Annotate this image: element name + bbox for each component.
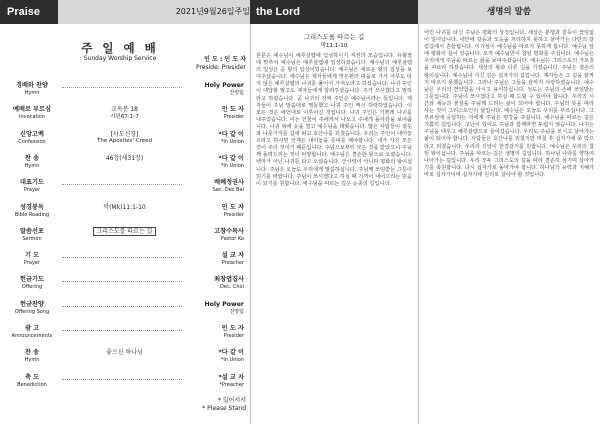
service-item-english: Hymn xyxy=(24,90,40,96)
service-item-detail xyxy=(62,106,187,121)
service-item-leader-english: Preacher xyxy=(221,260,244,267)
service-item-english: Sermon xyxy=(22,235,42,242)
service-item-leader: 배혜정권사 xyxy=(214,179,244,187)
service-item-leader-english: Presider xyxy=(223,333,244,339)
service-item-detail xyxy=(62,349,187,357)
praise-label: Praise xyxy=(0,0,58,24)
service-item-korean: 경배와 찬양 xyxy=(15,82,49,89)
service-item-korean: 신앙고백 xyxy=(20,130,44,138)
service-item-korean: 헌금찬양 xyxy=(20,300,44,308)
service-row xyxy=(0,276,250,296)
sermon-column-1 xyxy=(250,24,418,424)
service-item-detail xyxy=(62,228,187,236)
service-row xyxy=(0,131,250,151)
dotted-leader xyxy=(62,87,182,88)
header-bar xyxy=(0,0,600,24)
service-row xyxy=(0,228,250,248)
service-item-english: Confession xyxy=(18,138,46,145)
service-item-english: Offering xyxy=(21,284,43,291)
dotted-leader xyxy=(62,281,182,282)
service-row xyxy=(0,349,250,369)
service-row xyxy=(0,252,250,272)
service-item-leader: *다 같 이 xyxy=(218,154,244,162)
service-item-leader-english: 찬양팀 xyxy=(229,308,244,315)
service-item-leader: *설 교 자 xyxy=(218,373,244,381)
service-item-leader: 인 도 자 xyxy=(221,106,244,114)
service-item-detail xyxy=(62,204,187,212)
word-of-life-title: 생명의 말씀 xyxy=(486,7,531,17)
service-item-leader: 인 도 자 xyxy=(221,203,244,211)
service-row xyxy=(0,374,250,394)
service-item-detail-text: 막(Mk)11:1-10 xyxy=(103,203,146,211)
service-row xyxy=(0,106,250,126)
service-item-leader: 설 교 자 xyxy=(221,252,244,260)
service-item-english: Bible Reading xyxy=(14,211,50,218)
bulletin-date: 2021년9월26일주일 xyxy=(175,7,250,16)
service-item-english: Announcements xyxy=(11,333,53,339)
service-item-leader-english: *Preacher xyxy=(219,381,244,388)
service-item-korean: 예배로 부르심 xyxy=(12,106,52,114)
service-row xyxy=(0,179,250,199)
leader-korean: 인 도 : 인 도 자 xyxy=(204,56,246,63)
sermon-text-1: 본문은 예수님이 예루살렘에 입성하시기 직전의 모습입니다. 유월절에 맞추어 예수님은 예루살렘에 입성하셨습니다. 예수님의 예루살렘의 입성은 곧 왕의 입성이었습니다. 예수님은 새로운 왕의 입성을 보여주셨습니다. 예수님은 제자들에게 맞은편의 마을로 가서 아무도 타지 않은 예루살렘의 나귀를 풀어서 가져오라고 하셨습니다. 나귀 주인이 대답할 말고도 제자들에게 알려주셨습니다. 주가 쓰시겠다고 말하라고 하셨습니다. 곧 나귀의 진짜 주인은 예수님이라는 뜻입니다. 제자들이 주님 말씀대로 행동했고 나귀 주인 역시 허락하였습니다. 이 모든 것은 예언대로 이루어진 것입니다. 나귀 주인은 기쁘게 나귀를 내주었습니다. 이는 인물이 주에게서 나오고 주에게 돌아감을 보여줍니다. 나귀 위에 옷을 깔고 예수님을 태웠습니다. 많은 사람들이 겉옷과 나뭇가지를 길에 펴고 호산나를 외쳤습니다. 우리는 주인이 내어놓으라고 하시면 언제든 내어놓을 준비를 해야합니다. 내가 가진 모든 것이 주의 것이기 때문입니다. 주님으로부터 모든 것을 받았으니 주님께 돌려드리는 것이 마땅합니다. 예수님은 겸손한 왕으로 오셨습니다. 백마가 아닌 나귀를 타고 오셨습니다. 군사력이 아니라 평화의 왕이십니다. 주님은 오늘도 우리에게 말씀하십니다. 주님께 쓰임받는 그릇이 되기를 바랍니다. 주님이 쓰시겠다고 하실 때 기꺼이 내어드리는 믿음이 되기를 원합니다. 예수님을 따르는 길은 순종의 길입니다. xyxy=(256,53,412,187)
service-item-korean: 대표기도 xyxy=(20,179,44,187)
service-item-korean: 축 도 xyxy=(24,373,40,381)
service-item-leader-english: Presider xyxy=(223,211,244,218)
service-item-leader: 최창엽집사 xyxy=(214,276,244,284)
service-item-english: Benediction xyxy=(17,381,47,388)
service-item-english: Prayer xyxy=(23,260,41,267)
service-leader xyxy=(170,56,250,71)
service-item-leader-english: Pastor Ko xyxy=(220,235,244,242)
service-item-english: Hymn xyxy=(24,162,40,169)
service-row xyxy=(0,204,250,224)
stand-note-english: * Please Stand xyxy=(202,404,246,412)
service-item-detail-sub: 시편67:1-7 xyxy=(110,113,139,120)
service-item-leader: Holy Power xyxy=(204,300,244,308)
service-item-korean: 성경봉독 xyxy=(20,203,44,211)
service-item-korean: 말씀선포 xyxy=(20,227,44,235)
service-item-leader: 인 도 자 xyxy=(221,325,244,332)
dotted-leader xyxy=(62,184,182,185)
stand-note-korean: * 일어서서 xyxy=(217,397,246,404)
service-item-detail-text: [사도신경] xyxy=(110,130,139,138)
sermon-reference: 막11:1-10 xyxy=(320,43,348,49)
service-item-english: Invocation xyxy=(18,114,46,121)
service-item-korean: 헌금기도 xyxy=(20,276,44,284)
dotted-leader xyxy=(62,379,182,380)
service-row xyxy=(0,82,250,102)
service-item-leader-english: Dec. Choi xyxy=(220,284,244,291)
service-item-detail xyxy=(62,155,187,163)
service-item-leader-english: *In Union xyxy=(220,162,244,169)
service-item-leader-english: Presider xyxy=(223,114,244,121)
service-item-leader: *다 같 이 xyxy=(218,349,244,357)
service-item-english: Hymn xyxy=(24,357,40,364)
service-item-detail-text: 좋으신 하나님 xyxy=(106,349,143,357)
service-item-detail-text: 그리스도를 따르는 길 xyxy=(93,227,157,236)
service-item-leader: *다 같 이 xyxy=(218,130,244,138)
dotted-leader xyxy=(62,257,182,258)
service-item-korean: 기 도 xyxy=(24,252,40,260)
dotted-leader xyxy=(62,330,182,331)
stand-note xyxy=(180,397,246,412)
service-item-leader-english: *In Union xyxy=(220,357,244,364)
service-item-detail-sub: The Apostles' Creed xyxy=(97,138,152,145)
service-row xyxy=(0,155,250,175)
leader-english: Preside: Presider xyxy=(195,63,246,71)
service-item-leader-english: Sec. Dec Bai xyxy=(212,187,244,194)
service-item-korean: 찬 송 xyxy=(24,154,40,162)
service-item-leader-english: *In Union xyxy=(220,138,244,145)
sermon-title: 그리스도를 따르는 길 xyxy=(303,33,365,41)
order-of-service xyxy=(0,24,250,424)
service-title: 주 일 예 배 xyxy=(81,41,159,55)
service-row xyxy=(0,301,250,321)
service-row xyxy=(0,325,250,345)
sermon-text-2: 어린 나귀를 타신 주님은 평화의 상징입니다. 세상은 분쟁과 갈등이 끊임없이 일어납니다. 내안에 갈등과 모순을 처리하지 못하고 살아가는 다만의 갈림길에서 흔들립니다. 이기심이 예수님을 따르지 못하게 합니다. 예수님 앞에 평화의 길이 있습니다. 오직 예수님만이 참된 평화를 주십니다. 예수님은 우리에게 주님을 따르는 삶을 보여주셨습니다. 예수님은 그리스도의 가르침을 따르라 하셨습니다. 세상의 왕과 다른 길을 가셨습니다. 주님은 겸손의 왕이십니다. 예수님이 가신 길은 십자가의 길입니다. 제자들은 그 길을 끝까지 따르지 못했습니다. 그러나 주님은 그들을 끝까지 사랑하셨습니다. 예수님은 우리의 연약함을 아시고 용서하십니다. 성도는 주님의 손에 쓰임받는 그릇입니다. 주님이 쓰시겠다고 하실 때 드릴 수 있어야 합니다. 우리의 시간과 재능과 물질을 주님께 드리는 삶이 되어야 합니다. 주님의 뜻을 따라 사는 것이 그리스도인의 삶입니다. 예수님은 오늘도 우리를 부르십니다. 그 부르심에 응답하는 자에게 주님은 평강을 주십니다. 예수님을 따르는 길은 기쁨의 길입니다. 고난이 있어도 주님과 함께라면 두렵지 않습니다. 나귀는 주님을 태우고 예루살렘으로 들어갔습니다. 우리도 주님을 모시고 살아가는 삶이 되어야 합니다. 사람들은 호산나를 외쳤지만 며칠 후 십자가에 못 박으라고 외쳤습니다. 우리의 신앙이 한결같기를 원합니다. 예수님은 우리의 참된 왕이십니다. 주님을 따르는 길은 생명의 길입니다. 하나님 나라를 향하여 나아가는 길입니다. 우리 모두 그리스도의 길을 따라 겸손히 섬기며 살아가기를 축원합니다. 다시 십자가로 돌아가야 합니다. 하나님의 능력과 지혜가 바로 십자가이며 십자가에 원리로 살아야 할 것입니다. xyxy=(424,30,594,178)
service-item-korean: 찬 송 xyxy=(24,349,40,357)
service-item-english: Prayer xyxy=(23,187,41,194)
service-item-korean: 광 고 xyxy=(24,325,40,332)
service-item-leader: 고창수목사 xyxy=(214,227,244,235)
service-item-english: Offering Song xyxy=(14,308,50,315)
service-item-detail-text: 46장(새31장) xyxy=(105,154,144,162)
dotted-leader xyxy=(62,306,182,307)
sermon-column-2 xyxy=(418,24,600,424)
service-item-detail xyxy=(62,131,187,146)
the-lord-label: the Lord xyxy=(250,0,418,24)
service-item-detail-text: 교독문 18 xyxy=(111,106,138,114)
service-subtitle: Sunday Worship Service xyxy=(83,55,157,62)
service-item-leader-english: 찬양팀 xyxy=(229,90,244,96)
service-item-leader: Holy Power xyxy=(204,82,244,89)
